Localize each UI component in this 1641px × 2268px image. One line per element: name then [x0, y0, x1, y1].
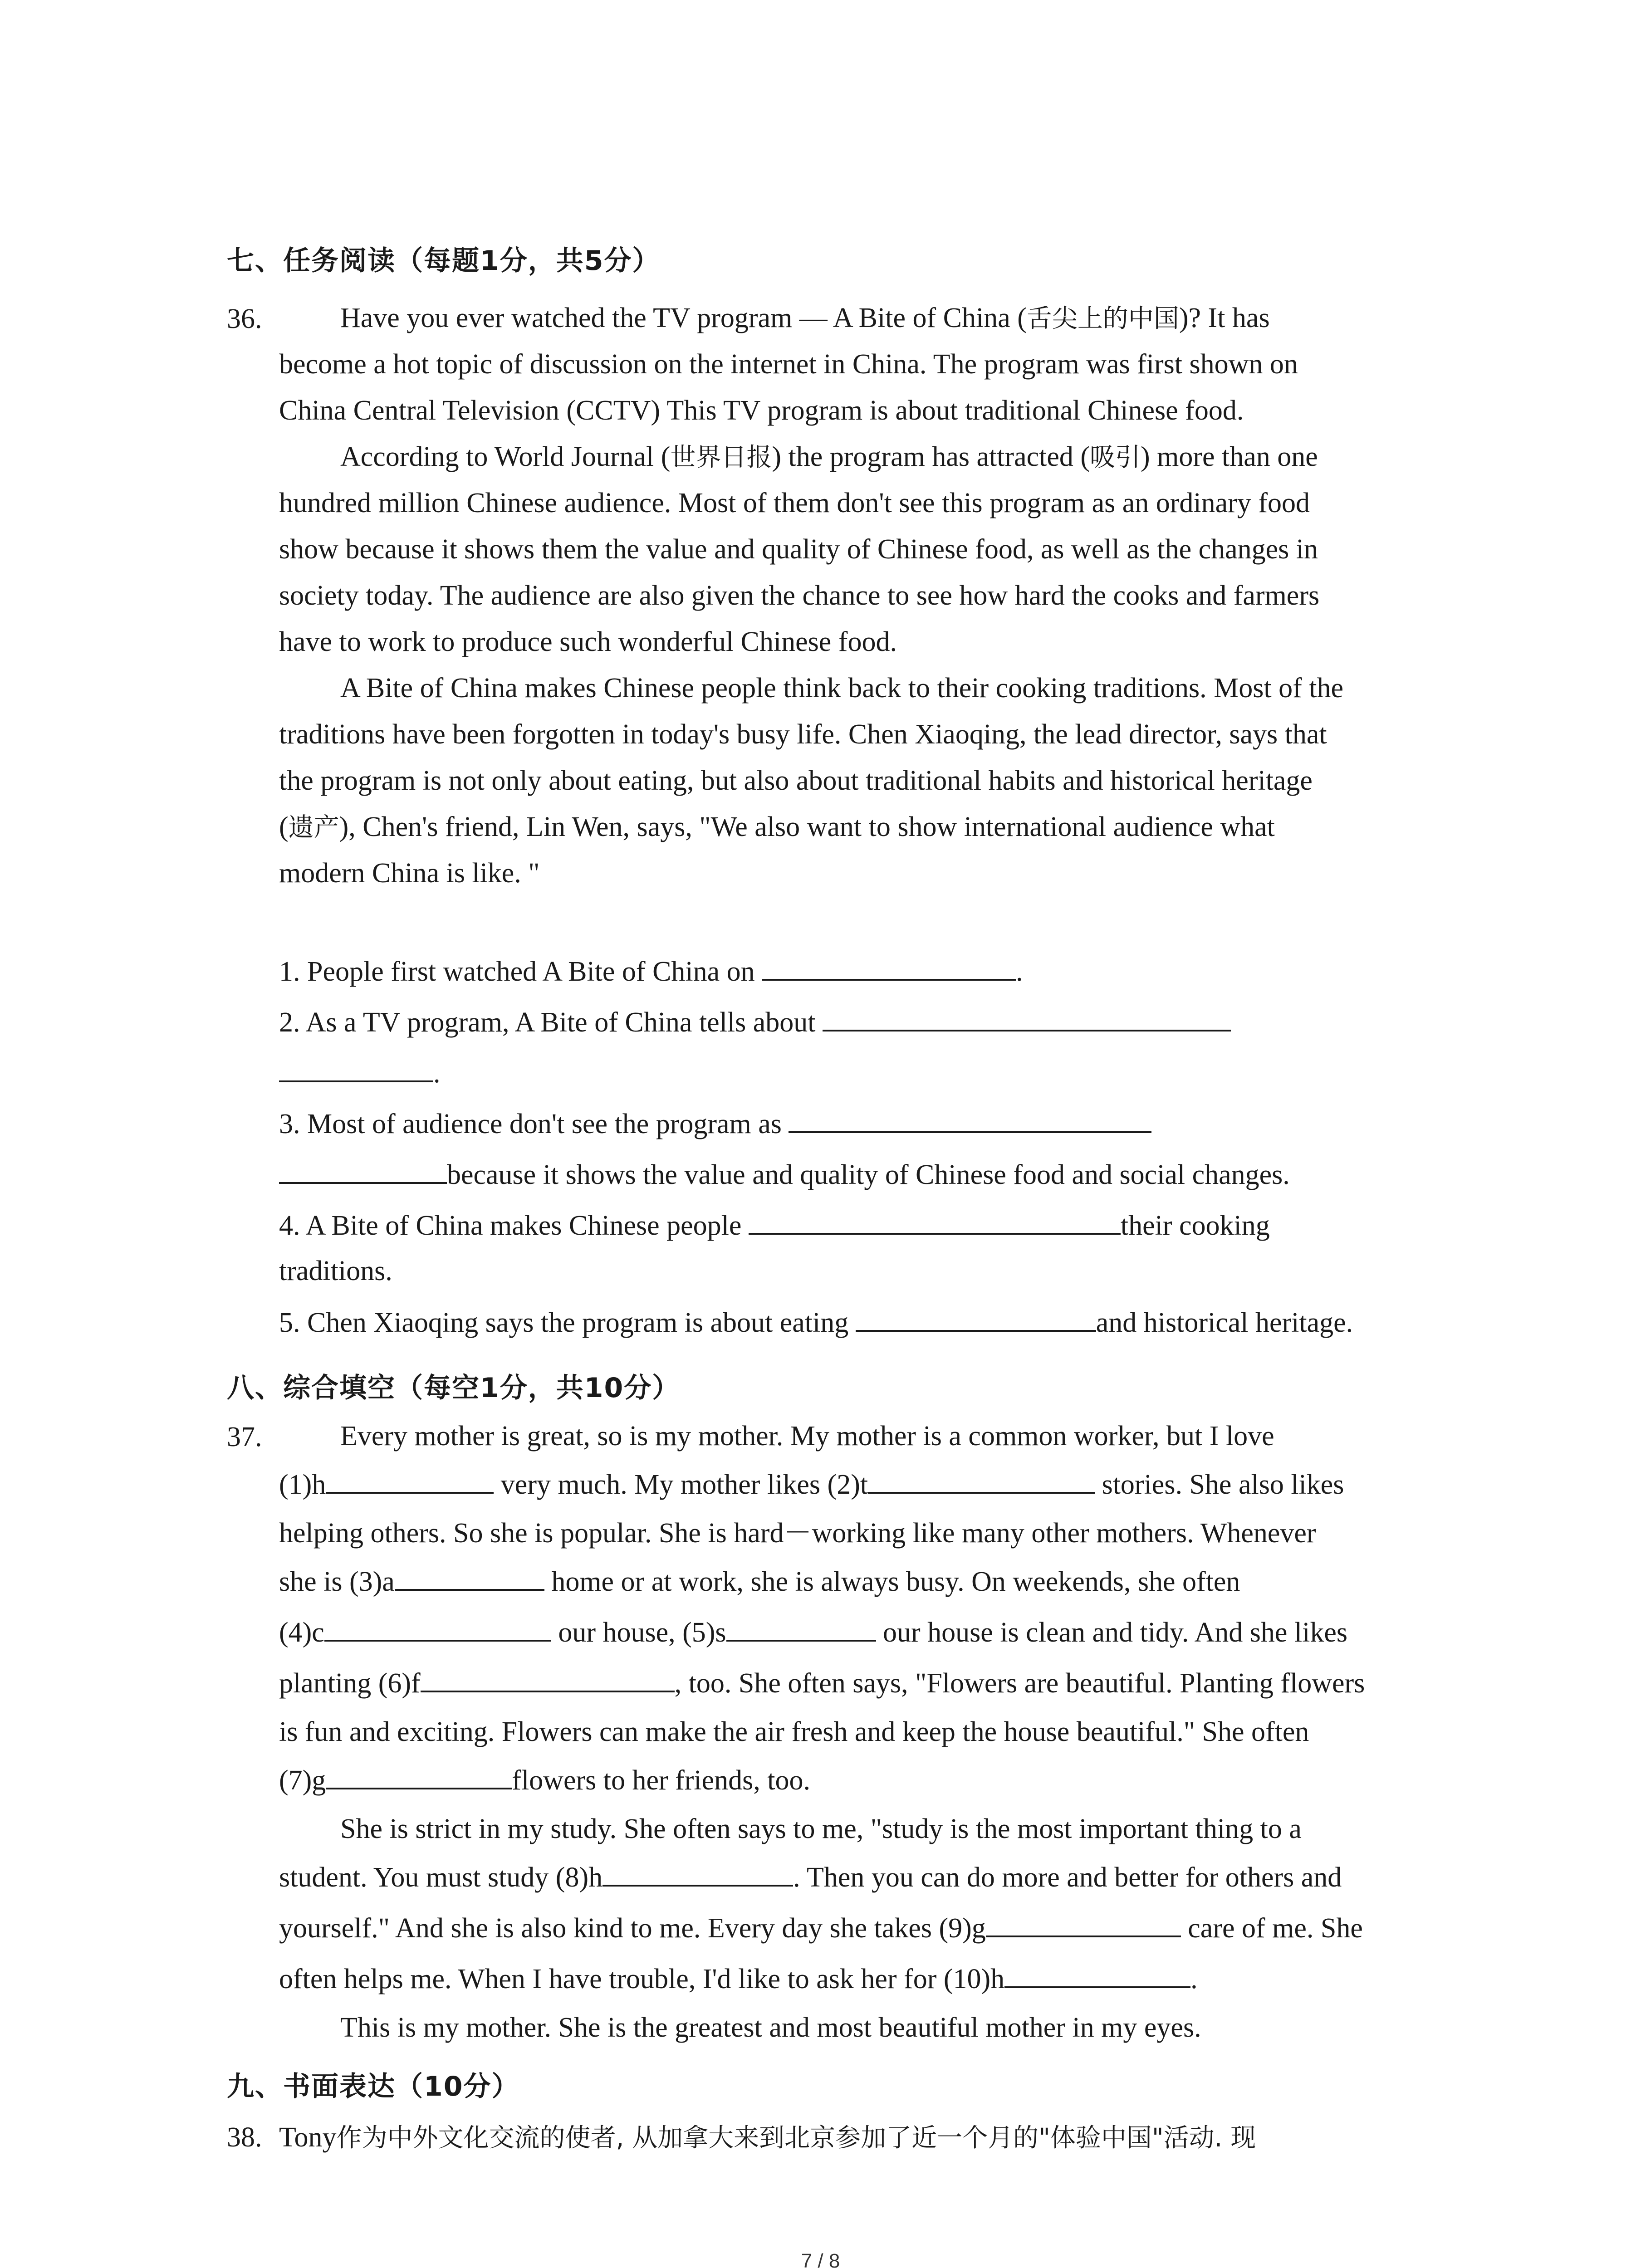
answer-blank[interactable] [789, 1105, 1151, 1133]
question-text: 1. People first watched A Bite of China on [279, 956, 755, 987]
text-run: ) more than one [1141, 441, 1318, 472]
answer-blank-9[interactable] [986, 1909, 1181, 1937]
chinese-gloss: 吸引 [1090, 443, 1141, 472]
passage-line [279, 1954, 1468, 2004]
passage-line [279, 1755, 1468, 1806]
text-run: she is (3)a [279, 1566, 395, 1597]
text-run: (7)g [279, 1765, 326, 1796]
passage-line: She is strict in my study. She often says to me, "study is the most important thing to a [340, 1813, 1302, 1844]
text-run: very much. My mother likes (2)t [494, 1469, 868, 1500]
question-number-37: 37. [227, 1422, 262, 1452]
passage-line: A Bite of China makes Chinese people think back to their cooking traditions. Most of the [340, 673, 1343, 704]
passage-37 [279, 1413, 1468, 2051]
text-run: stories. She also likes [1095, 1469, 1344, 1500]
text-run: , too. She often says, "Flowers are beautiful. Planting flowers [674, 1668, 1365, 1699]
passage-line: the program is not only about eating, but also about traditional habits and historical heritage [279, 765, 1313, 796]
answer-blank-8[interactable] [603, 1858, 793, 1887]
page-number: 7 / 8 [801, 2250, 840, 2268]
question-text: 3. Most of audience don't see the program as [279, 1109, 782, 1139]
passage-line [279, 804, 1468, 850]
passage-line: have to work to produce such wonderful Chinese food. [279, 626, 897, 657]
question-text: 4. A Bite of China makes Chinese people [279, 1210, 742, 1241]
text-run: often helps me. When I have trouble, I'd like to ask her for (10)h [279, 1964, 1005, 1994]
question-5 [279, 1304, 1353, 1341]
passage-line: traditions have been forgotten in today's busy life. Chen Xiaoqing, the lead director, says that [279, 719, 1327, 750]
text-run: . [1190, 1964, 1198, 1994]
text-run: yourself." And she is also kind to me. Every day she takes (9)g [279, 1913, 986, 1944]
text-run: Have you ever watched the TV program — A Bite of China ( [340, 303, 1027, 333]
section-heading-9: 九、书面表达（10分） [227, 2071, 520, 2102]
text-run: According to World Journal ( [340, 441, 671, 472]
text-run: planting (6)f [279, 1668, 421, 1699]
section-heading-8: 八、综合填空（每空1分，共10分） [227, 1372, 681, 1404]
text-run: care of me. She [1181, 1913, 1363, 1944]
passage-36 [279, 295, 1468, 896]
answer-blank[interactable] [279, 1156, 447, 1184]
question-1 [279, 953, 1023, 990]
answer-blank-10[interactable] [1004, 1960, 1190, 1988]
text-run: student. You must study (8)h [279, 1862, 603, 1893]
passage-line [279, 1658, 1468, 1709]
text-run: our house is clean and tidy. And she likes [876, 1617, 1347, 1648]
passage-line [279, 1852, 1468, 1903]
passage-line [279, 1903, 1468, 1954]
passage-line [279, 1607, 1468, 1658]
answer-blank-2[interactable] [868, 1466, 1095, 1494]
text-run: flowers to her friends, too. [512, 1765, 811, 1796]
passage-line: is fun and exciting. Flowers can make the air fresh and keep the house beautiful." She often [279, 1716, 1309, 1747]
answer-blank[interactable] [856, 1304, 1096, 1332]
text-run: ) the program has attracted ( [772, 441, 1090, 472]
passage-line: This is my mother. She is the greatest and most beautiful mother in my eyes. [340, 2012, 1201, 2043]
text-run: home or at work, she is always busy. On weekends, she often [544, 1566, 1240, 1597]
passage-line [279, 295, 1468, 341]
passage-line [279, 1459, 1468, 1510]
passage-line: hundred million Chinese audience. Most of them don't see this program as an ordinary food [279, 488, 1310, 518]
question-4-cont [279, 1253, 392, 1289]
chinese-gloss: 舌尖上的中国 [1026, 304, 1179, 333]
text-run: Tony [279, 2122, 337, 2153]
passage-line [279, 434, 1468, 480]
question-3 [279, 1105, 1151, 1142]
answer-blank-4[interactable] [324, 1613, 551, 1642]
text-run: (1)h [279, 1469, 326, 1500]
question-text: because it shows the value and quality of Chinese food and social changes. [447, 1159, 1290, 1190]
question-text: traditions. [279, 1256, 392, 1286]
answer-blank-3[interactable] [395, 1563, 544, 1591]
answer-blank-5[interactable] [726, 1613, 876, 1642]
answer-blank-7[interactable] [326, 1761, 512, 1789]
chinese-prompt: 作为中外文化交流的使者, 从加拿大来到北京参加了近一个月的"体验中国"活动. 现 [336, 2123, 1256, 2153]
text-run: . Then you can do more and better for others and [793, 1862, 1342, 1893]
passage-line: helping others. So she is popular. She is hard－working like many other mothers. Whenever [279, 1518, 1316, 1549]
section-heading-7: 七、任务阅读（每题1分，共5分） [227, 245, 661, 277]
answer-blank[interactable] [749, 1207, 1121, 1235]
question-text: 2. As a TV program, A Bite of China tells about [279, 1007, 816, 1038]
question-text: 5. Chen Xiaoqing says the program is about eating [279, 1307, 849, 1338]
answer-blank-1[interactable] [326, 1466, 494, 1494]
question-4 [279, 1207, 1270, 1244]
passage-line: become a hot topic of discussion on the internet in China. The program was first shown on [279, 349, 1298, 380]
passage-line: society today. The audience are also given the chance to see how hard the cooks and farmers [279, 580, 1320, 611]
text-run: ( [279, 811, 289, 842]
chinese-gloss: 遗产 [288, 813, 339, 842]
question-3-cont [279, 1156, 1290, 1193]
text-run: our house, (5)s [551, 1617, 726, 1648]
chinese-gloss: 世界日报 [670, 443, 772, 472]
question-2 [279, 1003, 1231, 1041]
text-run: )? It has [1179, 303, 1270, 333]
question-number-36: 36. [227, 303, 262, 334]
answer-blank[interactable] [823, 1003, 1231, 1031]
text-run: ), Chen's friend, Lin Wen, says, "We also want to show international audience what [339, 811, 1275, 842]
question-text: . [1016, 956, 1023, 987]
answer-blank[interactable] [762, 953, 1016, 981]
passage-line [279, 1556, 1468, 1607]
answer-blank-6[interactable] [421, 1664, 675, 1692]
passage-line: China Central Television (CCTV) This TV program is about traditional Chinese food. [279, 395, 1244, 426]
question-text: their cooking [1120, 1210, 1270, 1241]
question-text: . [433, 1058, 441, 1089]
passage-line: modern China is like. " [279, 858, 540, 889]
question-text: and historical heritage. [1096, 1307, 1353, 1338]
text-run: (4)c [279, 1617, 324, 1648]
passage-line: show because it shows them the value and quality of Chinese food, as well as the changes in [279, 534, 1318, 565]
question-38-prompt [279, 2119, 1256, 2156]
answer-blank[interactable] [279, 1054, 433, 1082]
question-2-cont [279, 1054, 441, 1091]
passage-line: Every mother is great, so is my mother. My mother is a common worker, but I love [340, 1421, 1274, 1452]
question-number-38: 38. [227, 2122, 262, 2153]
